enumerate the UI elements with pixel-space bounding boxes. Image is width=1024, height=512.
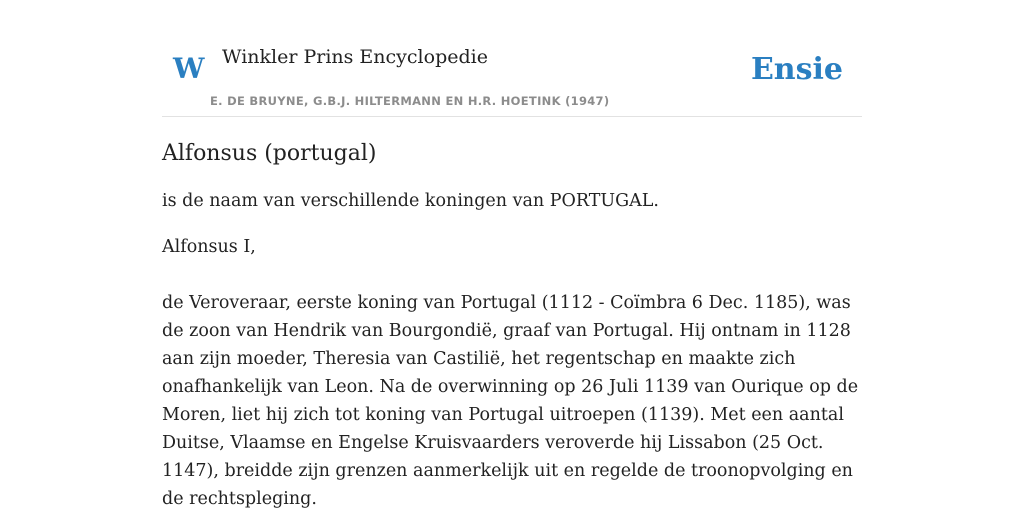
article-intro: is de naam van verschillende koningen van PORTUGAL. (162, 191, 659, 211)
publication-title[interactable]: Winkler Prins Encyclopedie (222, 46, 488, 68)
article-title: Alfonsus (portugal) (162, 141, 377, 166)
page-header (162, 0, 862, 117)
publication-authors: E. DE BRUYNE, G.B.J. HILTERMANN EN H.R. HOETINK (1947) (210, 94, 610, 108)
winkler-prins-logo[interactable]: W (173, 52, 205, 85)
article (162, 138, 862, 512)
article-subheading: Alfonsus I, (162, 237, 256, 257)
ensie-logo[interactable]: Ensie (750, 52, 843, 87)
article-body: de Veroveraar, eerste koning van Portugal (1112 - Coïmbra 6 Dec. 1185), was de zoon van Hendrik van Bourgondië, graaf van Portugal. Hij ontnam in 1128 aan zijn moeder, Theresia van Castilië, het regentschap en maakte zich onafhankelijk van Leon. Na de overwinning op 26 Juli 1139 van Ourique op de Moren, liet hij zich tot koning van Portugal uitroepen (1139). Met een aantal Duitse, Vlaamse en Engelse Kruisvaarders veroverde hij Lissabon (25 Oct. 1147), breidde zijn grenzen aanmerkelijk uit en regelde de troonopvolging en de rechtspleging. (162, 293, 859, 509)
